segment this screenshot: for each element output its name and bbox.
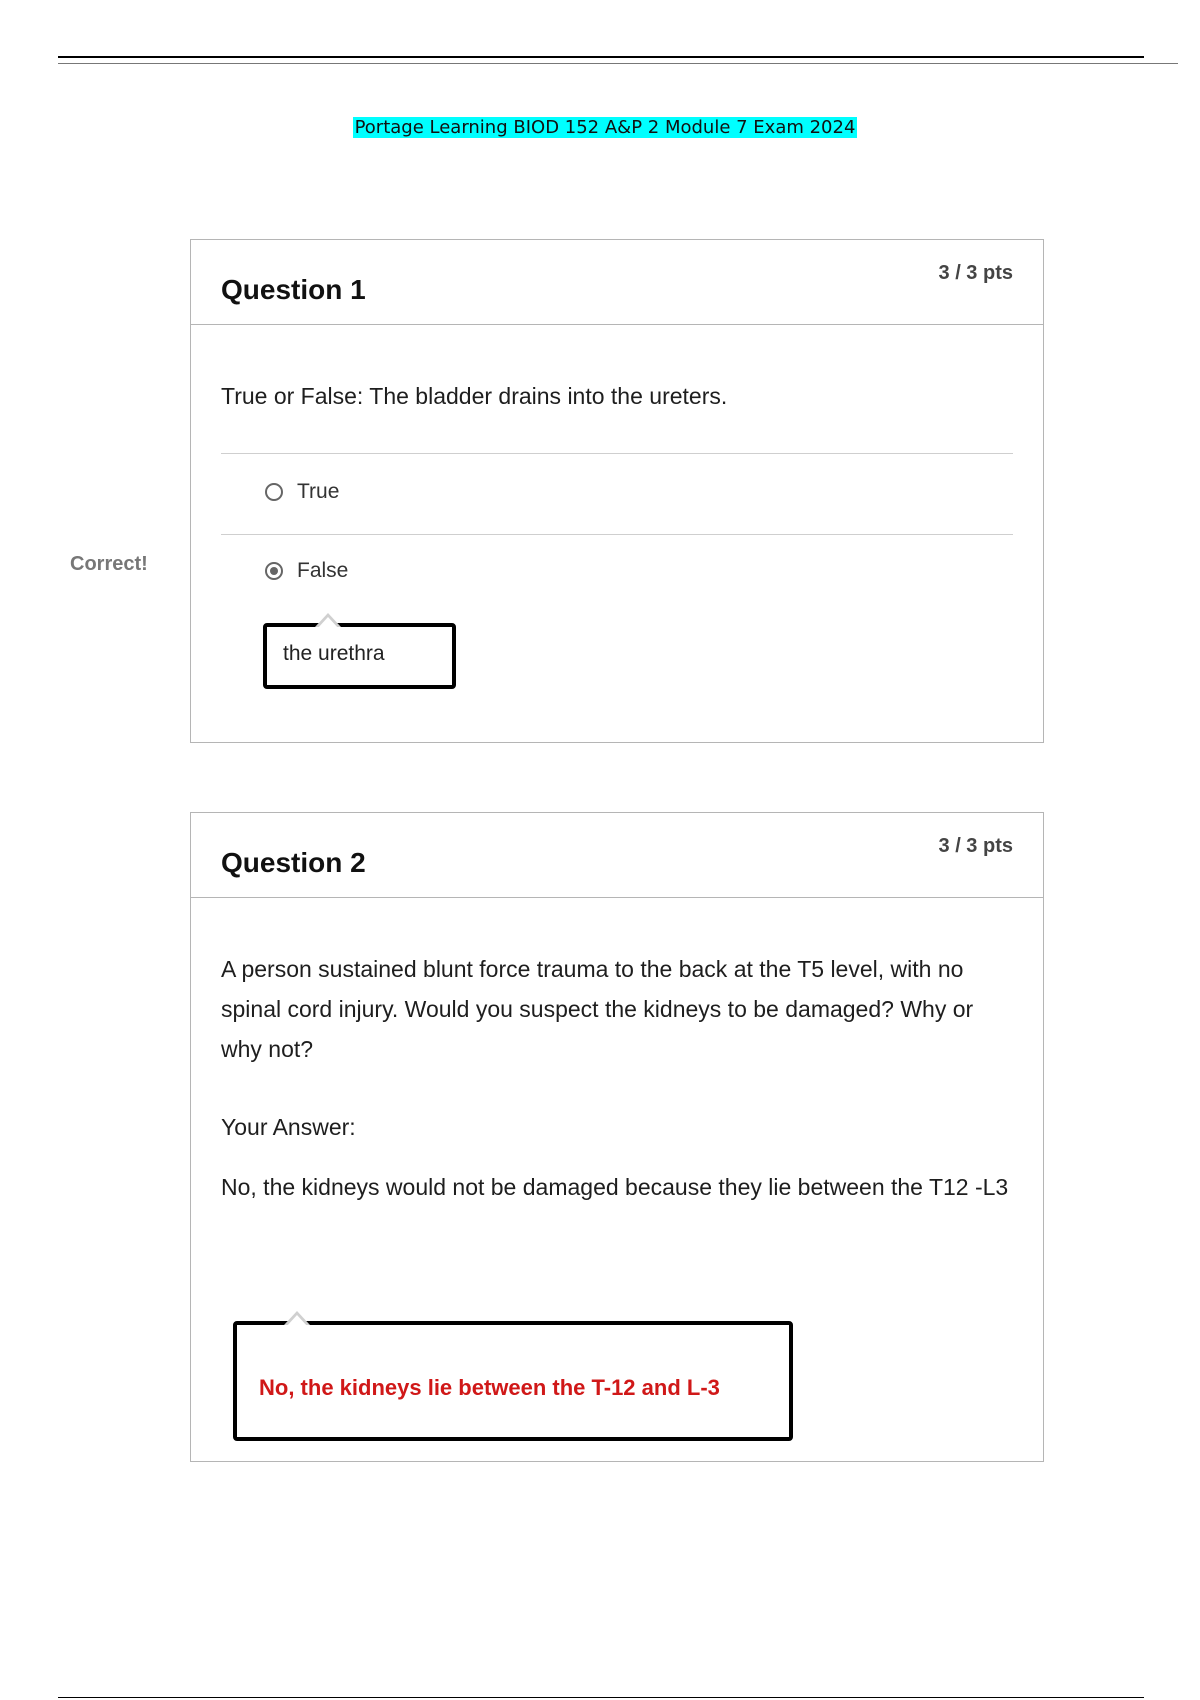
top-rule-thick <box>58 56 1144 58</box>
document-title <box>0 116 1200 140</box>
comment-text: No, the kidneys lie between the T-12 and L-3 <box>259 1375 720 1400</box>
comment-bubble <box>233 1321 793 1441</box>
question-title: Question 1 <box>221 274 366 305</box>
correct-answer-label: Correct! <box>70 553 148 575</box>
radio-unselected-icon[interactable] <box>265 483 283 501</box>
answer-divider <box>221 534 1013 535</box>
answer-divider <box>221 453 1013 454</box>
question-points: 3 / 3 pts <box>938 262 1013 284</box>
your-answer-label: Your Answer: <box>221 1114 356 1140</box>
radio-selected-icon[interactable] <box>265 562 283 580</box>
answer-option-false[interactable] <box>265 559 348 583</box>
question-prompt: A person sustained blunt force trauma to the back at the T5 level, with no spinal cord injury. Would you suspect the kidneys to be damaged? Why or why not? <box>221 956 974 1062</box>
question-header <box>191 240 1043 325</box>
comment-text: the urethra <box>283 642 385 665</box>
question-card-1 <box>190 239 1044 743</box>
answer-option-label: False <box>297 559 349 582</box>
question-title: Question 2 <box>221 847 366 878</box>
answer-text: No, the kidneys would not be damaged because they lie between the T12 -L3 <box>221 1174 1009 1200</box>
question-points: 3 / 3 pts <box>938 835 1013 857</box>
question-header <box>191 813 1043 898</box>
bottom-rule <box>58 1697 1144 1698</box>
answer-option-label: True <box>297 480 340 503</box>
top-rule-thin <box>58 63 1178 64</box>
comment-bubble <box>263 623 456 689</box>
question-card-2 <box>190 812 1044 1462</box>
answer-option-true[interactable] <box>265 480 339 504</box>
question-prompt: True or False: The bladder drains into the ureters. <box>221 383 728 409</box>
document-title-text: Portage Learning BIOD 152 A&P 2 Module 7 Exam 2024 <box>354 117 856 138</box>
